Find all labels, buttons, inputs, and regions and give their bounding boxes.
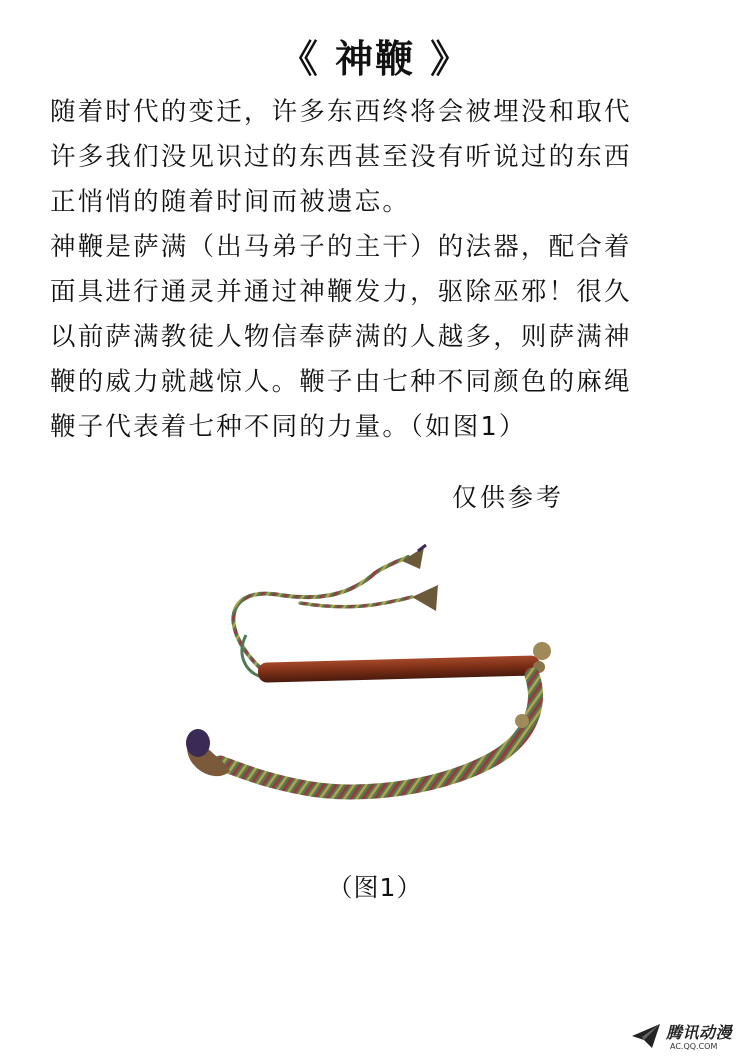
shaman-whip-photo (150, 525, 610, 855)
text-line: 以前萨满教徒人物信奉萨满的人越多，则萨满神 (50, 322, 632, 352)
text-line: 正悄悄的随着时间而被遗忘。 (50, 187, 411, 217)
watermark-logo (630, 1018, 740, 1056)
text-line: 鞭子代表着七种不同的力量。（如图1） (50, 412, 527, 442)
tassel-bottom (186, 729, 230, 776)
text-line: 随着时代的变迁，许多东西终将会被埋没和取代 (50, 97, 632, 127)
whip-handle (258, 642, 551, 683)
watermark-brand: 腾讯动漫 (666, 1023, 733, 1042)
text-line: 鞭的威力就越惊人。鞭子由七种不同颜色的麻绳 (50, 367, 632, 397)
upper-cord (233, 557, 412, 677)
article-body (50, 90, 710, 450)
tassel-top (402, 545, 438, 611)
text-line: 面具进行通灵并通过神鞭发力，驱除巫邪！很久 (50, 277, 632, 307)
watermark-domain: AC.QQ.COM (670, 1042, 718, 1051)
figure-caption: （图1） (327, 873, 423, 902)
text-line: 许多我们没见识过的东西甚至没有听说过的东西 (50, 142, 632, 172)
whip-lash (220, 675, 535, 792)
page-title: 《 神鞭 》 (279, 37, 471, 81)
paper-plane-icon (630, 1022, 662, 1050)
reference-note: 仅供参考 (452, 483, 565, 512)
text-line: 神鞭是萨满（出马弟子的主干）的法器，配合着 (50, 232, 632, 262)
